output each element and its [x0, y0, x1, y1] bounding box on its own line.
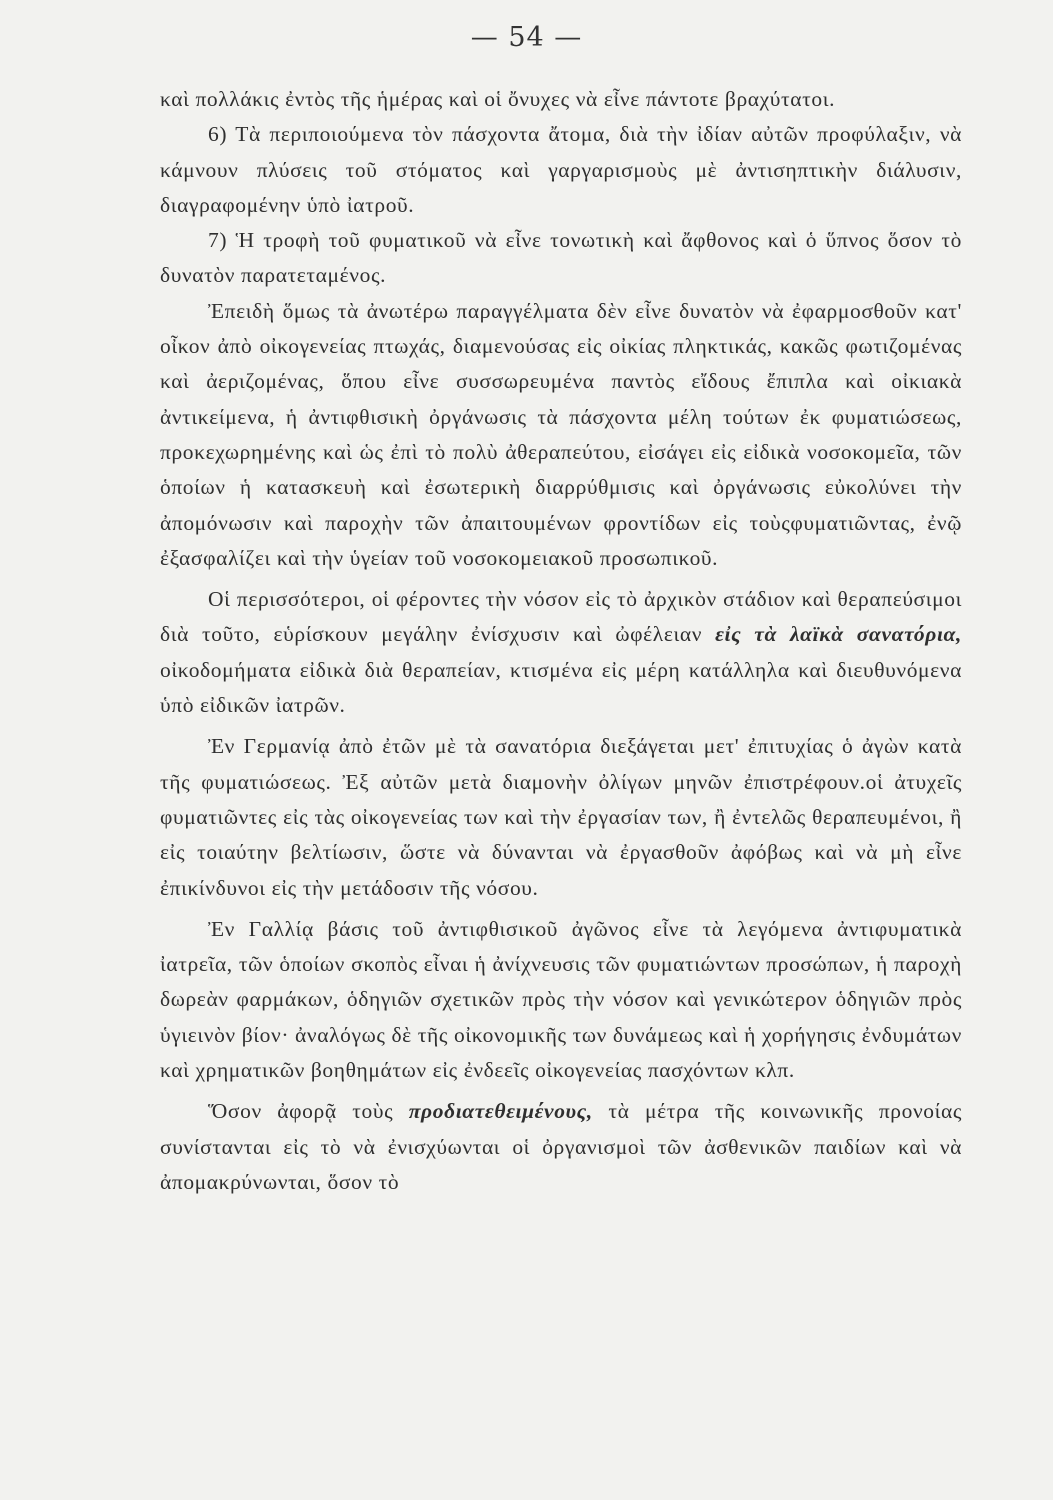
page-number: — 54 — — [470, 22, 583, 53]
emphasis-predisposed: προδιατεθειμένους, — [408, 1099, 593, 1124]
paragraph-predisposed — [160, 1094, 962, 1200]
paragraph-sanatoria-end: οἰκοδομήματα εἰδικὰ διὰ θεραπείαν, κτισμένα εἰς μέρη κατάλληλα καὶ διευθυνόμενα ὑπὸ εἰδικῶν ἰατρῶν. — [160, 657, 962, 718]
paragraph-item-6: 6) Τὰ περιποιούμενα τὸν πάσχοντα ἄτομα, διὰ τὴν ἰδίαν αὐτῶν προφύλαξιν, νὰ κάμνουν πλύσεις τοῦ στόματος καὶ γαργαρισμοὺς μὲ ἀντισηπτικὴν διάλυσιν, διαγραφομένην ὑπὸ ἰατροῦ. — [160, 122, 962, 217]
paragraph-continuation: καὶ πολλάκις ἐντὸς τῆς ἡμέρας καὶ οἱ ὄνυχες νὰ εἶνε πάντοτε βραχύτατοι. — [160, 87, 836, 111]
paragraph-predisposed-start: Ὅσον ἀφορᾷ τοὺς — [208, 1099, 409, 1124]
paragraph-sanatoria-start: Οἱ περισσότεροι, οἱ φέροντες τὴν νόσον εἰς τὸ ἀρχικὸν στάδιον καὶ θεραπεύσιμοι διὰ τοῦτο, εὑρίσκουν μεγάλην ἐνίσχυσιν καὶ ὠφέλειαν — [160, 587, 962, 647]
body-text — [160, 82, 962, 1200]
paragraph-item-7: 7) Ἡ τροφὴ τοῦ φυματικοῦ νὰ εἶνε τονωτικὴ καὶ ἄφθονος καὶ ὁ ὕπνος ὅσον τὸ δυνατὸν παρατεταμένος. — [160, 228, 962, 288]
paragraph-predisposed-end: τὰ μέτρα τῆς κοινωνικῆς προνοίας συνίστανται εἰς τὸ νὰ ἐνισχύωνται οἱ ὀργανισμοὶ τῶν ἀσθενικῶν παιδίων καὶ νὰ ἀπομακρύνωνται, ὅσον τὸ — [160, 1099, 962, 1194]
paragraph-germany: Ἐν Γερμανίᾳ ἀπὸ ἐτῶν μὲ τὰ σανατόρια διεξάγεται μετ' ἐπιτυχίας ὁ ἀγὼν κατὰ τῆς φυματιώσεως. Ἐξ αὐτῶν μετὰ διαμονὴν ὀλίγων μηνῶν ἐπιστρέφουν.οἱ ἀτυχεῖς φυματιῶντες εἰς τὰς οἰκογενείας των καὶ τὴν ἐργασίαν των, ἢ ἐντελῶς θεραπευμένοι, ἢ εἰς τοιαύτην βελτίωσιν, ὥστε νὰ δύνανται νὰ ἐργασθοῦν ἀφόβως καὶ νὰ μὴ εἶνε ἐπικίνδυνοι εἰς τὴν μετάδοσιν τῆς νόσου. — [160, 734, 962, 900]
paragraph-hospitals: Ἐπειδὴ ὅμως τὰ ἀνωτέρω παραγγέλματα δὲν εἶνε δυνατὸν νὰ ἐφαρμοσθοῦν κατ' οἶκον ἀπὸ οἰκογενείας πτωχάς, διαμενούσας εἰς οἰκίας πληκτικάς, κακῶς φωτιζομένας καὶ ἀεριζομένας, ὅπου εἶνε συσσωρευμένα παντὸς εἴδους ἔπιπλα καὶ οἰκιακὰ ἀντικείμενα, ἡ ἀντιφθισικὴ ὀργάνωσις τὰ πάσχοντα μέλη τούτων ἐκ φυματιώσεως, προκεχωρημένης καὶ ὡς ἐπὶ τὸ πολὺ ἀθεραπεύτου, εἰσάγει εἰς εἰδικὰ νοσοκομεῖα, τῶν ὁποίων ἡ κατασκευὴ καὶ ἐσωτερικὴ διαρρύθμισις καὶ ὀργάνωσις εὐκολύνει τὴν ἀπομόνωσιν καὶ παροχὴν τῶν ἀπαιτουμένων φροντίδων εἰς τοὺςφυματιῶντας, ἐνῷ ἐξασφαλίζει καὶ τὴν ὑγείαν τοῦ νοσοκομειακοῦ προσωπικοῦ. — [160, 298, 962, 570]
paragraph-france: Ἐν Γαλλίᾳ βάσις τοῦ ἀντιφθισικοῦ ἀγῶνος εἶνε τὰ λεγόμενα ἀντιφυματικὰ ἰατρεῖα, τῶν ὁποίων σκοπὸς εἶναι ἡ ἀνίχνευσις τῶν φυματιώντων προσώπων, ἡ παροχὴ δωρεὰν φαρμάκων, ὁδηγιῶν σχετικῶν πρὸς τὴν νόσον καὶ γενικώτερον ὁδηγιῶν πρὸς ὑγιεινὸν βίον· ἀναλόγως δὲ τῆς οἰκονομικῆς των δυνάμεως καὶ ἡ χορήγησις ἐνδυμάτων καὶ χρηματικῶν βοηθημάτων εἰς ἐνδεεῖς οἰκογενείας πασχόντων κλπ. — [160, 916, 962, 1083]
paragraph-sanatoria — [160, 582, 962, 723]
emphasis-sanatoria: εἰς τὰ λαϊκὰ σανατόρια, — [715, 622, 962, 647]
